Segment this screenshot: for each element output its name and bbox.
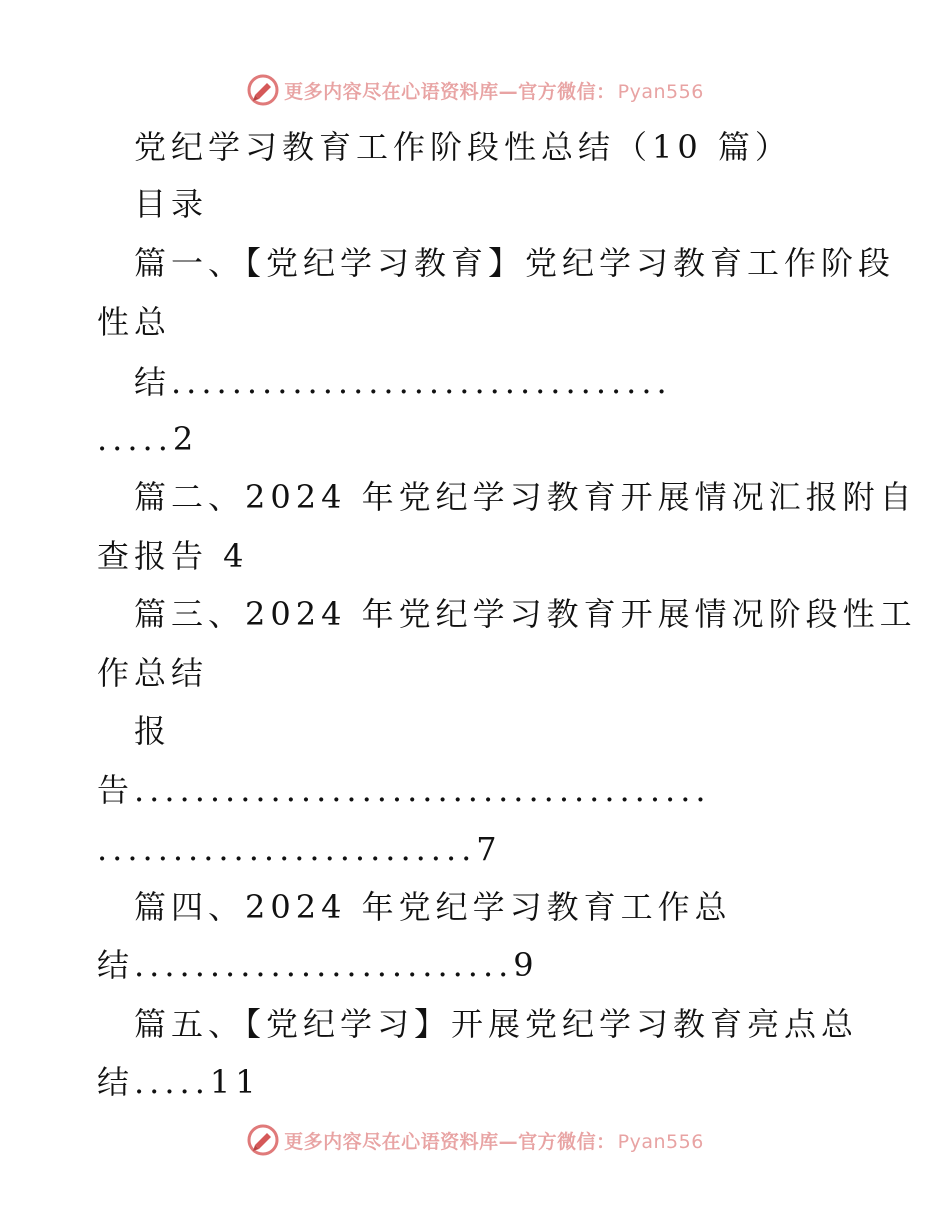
- document-title: 党纪学习教育工作阶段性总结（10 篇）: [134, 128, 792, 166]
- watermark-text: 更多内容尽在心语资料库—官方微信： Pyan556: [284, 1130, 704, 1153]
- toc-entry-1-line-1: 篇一、【党纪学习教育】党纪学习教育工作阶段: [134, 244, 896, 282]
- toc-entry-3-line-5: .........................7: [97, 830, 502, 868]
- toc-entry-2-line-2: 查报告 4: [97, 537, 249, 575]
- watermark-text: 更多内容尽在心语资料库—官方微信： Pyan556: [284, 80, 704, 103]
- toc-heading: 目录: [134, 185, 209, 223]
- toc-entry-3-line-3: 报: [134, 712, 172, 750]
- toc-entry-1-line-4: .....2: [97, 420, 199, 458]
- toc-entry-4-line-1: 篇四、2024 年党纪学习教育工作总: [134, 888, 732, 926]
- toc-entry-1-line-3: 结.................................: [134, 363, 672, 401]
- toc-entry-3-line-4: 告......................................: [97, 771, 711, 809]
- toc-entry-1-line-2: 性总: [97, 303, 172, 341]
- toc-entry-3-line-2: 作总结: [97, 654, 209, 692]
- toc-entry-4-line-2: 结.........................9: [97, 946, 539, 984]
- toc-entry-5-line-2: 结.....11: [97, 1063, 261, 1101]
- pen-logo-icon: [246, 1123, 280, 1157]
- toc-entry-5-line-1: 篇五、【党纪学习】开展党纪学习教育亮点总: [134, 1005, 859, 1043]
- toc-entry-2-line-1: 篇二、2024 年党纪学习教育开展情况汇报附自: [134, 478, 917, 516]
- footer-watermark: [0, 1120, 950, 1160]
- toc-entry-3-line-1: 篇三、2024 年党纪学习教育开展情况阶段性工: [134, 595, 917, 633]
